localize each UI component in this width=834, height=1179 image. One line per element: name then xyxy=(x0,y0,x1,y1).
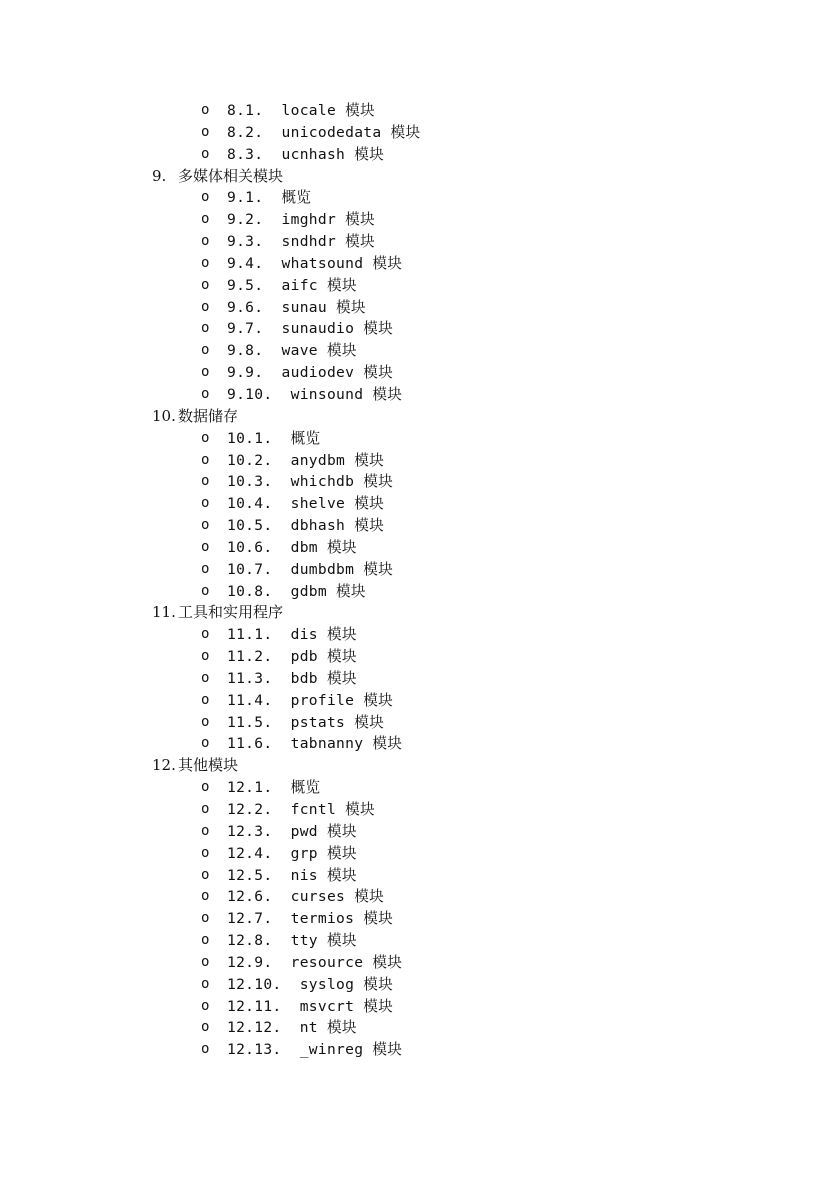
bullet-icon: o xyxy=(201,364,210,381)
toc-subentry[interactable] xyxy=(0,100,834,122)
bullet-icon: o xyxy=(201,1041,210,1058)
subentry-label: 12.8. tty 模块 xyxy=(227,932,357,950)
bullet-icon: o xyxy=(201,276,210,293)
toc-subentry[interactable] xyxy=(0,865,834,887)
subentry-label: 10.3. whichdb 模块 xyxy=(227,473,394,491)
table-of-contents xyxy=(0,100,834,1061)
bullet-icon: o xyxy=(201,473,210,490)
bullet-icon: o xyxy=(201,211,210,228)
toc-subentry[interactable] xyxy=(0,231,834,253)
bullet-icon: o xyxy=(201,429,210,446)
bullet-icon: o xyxy=(201,866,210,883)
toc-subentry[interactable] xyxy=(0,1039,834,1061)
bullet-icon: o xyxy=(201,254,210,271)
bullet-icon: o xyxy=(201,582,210,599)
subentry-label: 8.2. unicodedata 模块 xyxy=(227,123,421,141)
bullet-icon: o xyxy=(201,801,210,817)
bullet-icon: o xyxy=(201,320,210,337)
subentry-label: 9.7. sunaudio 模块 xyxy=(227,320,394,338)
subentry-label: 10.4. shelve 模块 xyxy=(227,495,384,513)
subentry-label: 9.10. winsound 模块 xyxy=(227,385,403,403)
toc-subentry[interactable] xyxy=(0,450,834,472)
toc-subentry[interactable] xyxy=(0,712,834,734)
toc-subentry[interactable] xyxy=(0,187,834,209)
toc-subentry[interactable] xyxy=(0,581,834,603)
subentry-label: 8.3. ucnhash 模块 xyxy=(227,145,384,163)
bullet-icon: o xyxy=(201,888,210,905)
subentry-label: 12.13. _winreg 模块 xyxy=(227,1041,403,1059)
toc-subentry[interactable] xyxy=(0,340,834,362)
bullet-icon: o xyxy=(201,691,210,708)
bullet-icon: o xyxy=(201,123,210,140)
bullet-icon: o xyxy=(201,102,210,118)
bullet-icon: o xyxy=(201,997,210,1014)
subentry-label: 11.1. dis 模块 xyxy=(227,626,357,644)
subentry-label: 11.6. tabnanny 模块 xyxy=(227,735,403,753)
toc-subentry[interactable] xyxy=(0,209,834,231)
toc-subentry[interactable] xyxy=(0,428,834,450)
toc-subentry[interactable] xyxy=(0,493,834,515)
subentry-label: 12.4. grp 模块 xyxy=(227,844,357,862)
bullet-icon: o xyxy=(201,342,210,359)
subentry-label: 8.1. locale 模块 xyxy=(227,102,375,119)
subentry-label: 10.1. 概览 xyxy=(227,429,321,447)
subentry-label: 9.3. sndhdr 模块 xyxy=(227,233,375,251)
toc-subentry[interactable] xyxy=(0,384,834,406)
bullet-icon: o xyxy=(201,669,210,686)
section-number: 10. xyxy=(152,406,176,425)
toc-subentry[interactable] xyxy=(0,908,834,930)
subentry-label: 10.2. anydbm 模块 xyxy=(227,451,384,469)
toc-subentry[interactable] xyxy=(0,559,834,581)
toc-subentry[interactable] xyxy=(0,144,834,166)
bullet-icon: o xyxy=(201,517,210,534)
toc-subentry[interactable] xyxy=(0,362,834,384)
toc-subentry[interactable] xyxy=(0,690,834,712)
subentry-label: 10.6. dbm 模块 xyxy=(227,538,357,556)
bullet-icon: o xyxy=(201,822,210,839)
subentry-label: 12.6. curses 模块 xyxy=(227,888,384,906)
subentry-label: 9.9. audiodev 模块 xyxy=(227,364,394,382)
bullet-icon: o xyxy=(201,451,210,468)
subentry-label: 9.4. whatsound 模块 xyxy=(227,254,403,272)
toc-subentry[interactable] xyxy=(0,1017,834,1039)
subentry-label: 10.7. dumbdbm 模块 xyxy=(227,560,394,578)
toc-subentry[interactable] xyxy=(0,668,834,690)
subentry-label: 10.8. gdbm 模块 xyxy=(227,582,366,600)
toc-subentry[interactable] xyxy=(0,122,834,144)
toc-subentry[interactable] xyxy=(0,930,834,952)
subentry-label: 12.7. termios 模块 xyxy=(227,910,394,928)
toc-section-heading[interactable] xyxy=(0,406,834,428)
section-number: 12. xyxy=(152,756,176,775)
bullet-icon: o xyxy=(201,713,210,730)
section-title: 其他模块 xyxy=(178,756,239,775)
bullet-icon: o xyxy=(201,233,210,250)
subentry-label: 11.5. pstats 模块 xyxy=(227,713,384,731)
bullet-icon: o xyxy=(201,932,210,949)
subentry-label: 9.2. imghdr 模块 xyxy=(227,211,375,229)
bullet-icon: o xyxy=(201,953,210,970)
toc-section-heading[interactable] xyxy=(0,755,834,777)
toc-subentry[interactable] xyxy=(0,843,834,865)
bullet-icon: o xyxy=(201,538,210,555)
toc-section-heading[interactable] xyxy=(0,602,834,624)
bullet-icon: o xyxy=(201,1019,210,1036)
subentry-label: 9.6. sunau 模块 xyxy=(227,298,366,316)
bullet-icon: o xyxy=(201,189,210,206)
subentry-label: 9.5. aifc 模块 xyxy=(227,276,357,294)
subentry-label: 11.3. bdb 模块 xyxy=(227,669,357,687)
subentry-label: 12.10. syslog 模块 xyxy=(227,975,394,993)
bullet-icon: o xyxy=(201,626,210,643)
subentry-label: 9.8. wave 模块 xyxy=(227,342,357,360)
bullet-icon: o xyxy=(201,735,210,752)
bullet-icon: o xyxy=(201,560,210,577)
bullet-icon: o xyxy=(201,648,210,665)
toc-subentry[interactable] xyxy=(0,471,834,493)
subentry-label: 12.3. pwd 模块 xyxy=(227,822,357,840)
toc-subentry[interactable] xyxy=(0,646,834,668)
subentry-label: 12.5. nis 模块 xyxy=(227,866,357,884)
subentry-label: 12.1. 概览 xyxy=(227,779,321,797)
bullet-icon: o xyxy=(201,910,210,927)
bullet-icon: o xyxy=(201,495,210,512)
toc-subentry[interactable] xyxy=(0,275,834,297)
subentry-label: 9.1. 概览 xyxy=(227,189,312,207)
subentry-label: 10.5. dbhash 模块 xyxy=(227,517,384,535)
toc-subentry[interactable] xyxy=(0,952,834,974)
bullet-icon: o xyxy=(201,844,210,861)
toc-subentry[interactable] xyxy=(0,799,834,821)
toc-subentry[interactable] xyxy=(0,515,834,537)
bullet-icon: o xyxy=(201,779,210,796)
toc-subentry[interactable] xyxy=(0,297,834,319)
section-number: 9. xyxy=(152,166,167,185)
subentry-label: 11.4. profile 模块 xyxy=(227,691,394,709)
toc-subentry[interactable] xyxy=(0,886,834,908)
subentry-label: 12.11. msvcrt 模块 xyxy=(227,997,394,1015)
subentry-label: 12.2. fcntl 模块 xyxy=(227,801,375,818)
section-title: 多媒体相关模块 xyxy=(178,166,284,185)
toc-subentry[interactable] xyxy=(0,318,834,340)
toc-subentry[interactable] xyxy=(0,624,834,646)
section-number: 11. xyxy=(152,603,176,622)
bullet-icon: o xyxy=(201,298,210,315)
section-title: 数据储存 xyxy=(178,406,239,425)
toc-subentry[interactable] xyxy=(0,821,834,843)
section-title: 工具和实用程序 xyxy=(178,603,284,622)
bullet-icon: o xyxy=(201,145,210,162)
bullet-icon: o xyxy=(201,385,210,402)
toc-subentry[interactable] xyxy=(0,974,834,996)
toc-subentry[interactable] xyxy=(0,537,834,559)
subentry-label: 12.9. resource 模块 xyxy=(227,953,403,971)
subentry-label: 12.12. nt 模块 xyxy=(227,1019,357,1037)
subentry-label: 11.2. pdb 模块 xyxy=(227,648,357,666)
toc-subentry[interactable] xyxy=(0,777,834,799)
toc-subentry[interactable] xyxy=(0,733,834,755)
toc-subentry[interactable] xyxy=(0,253,834,275)
toc-subentry[interactable] xyxy=(0,996,834,1018)
bullet-icon: o xyxy=(201,975,210,992)
toc-section-heading[interactable] xyxy=(0,166,834,188)
